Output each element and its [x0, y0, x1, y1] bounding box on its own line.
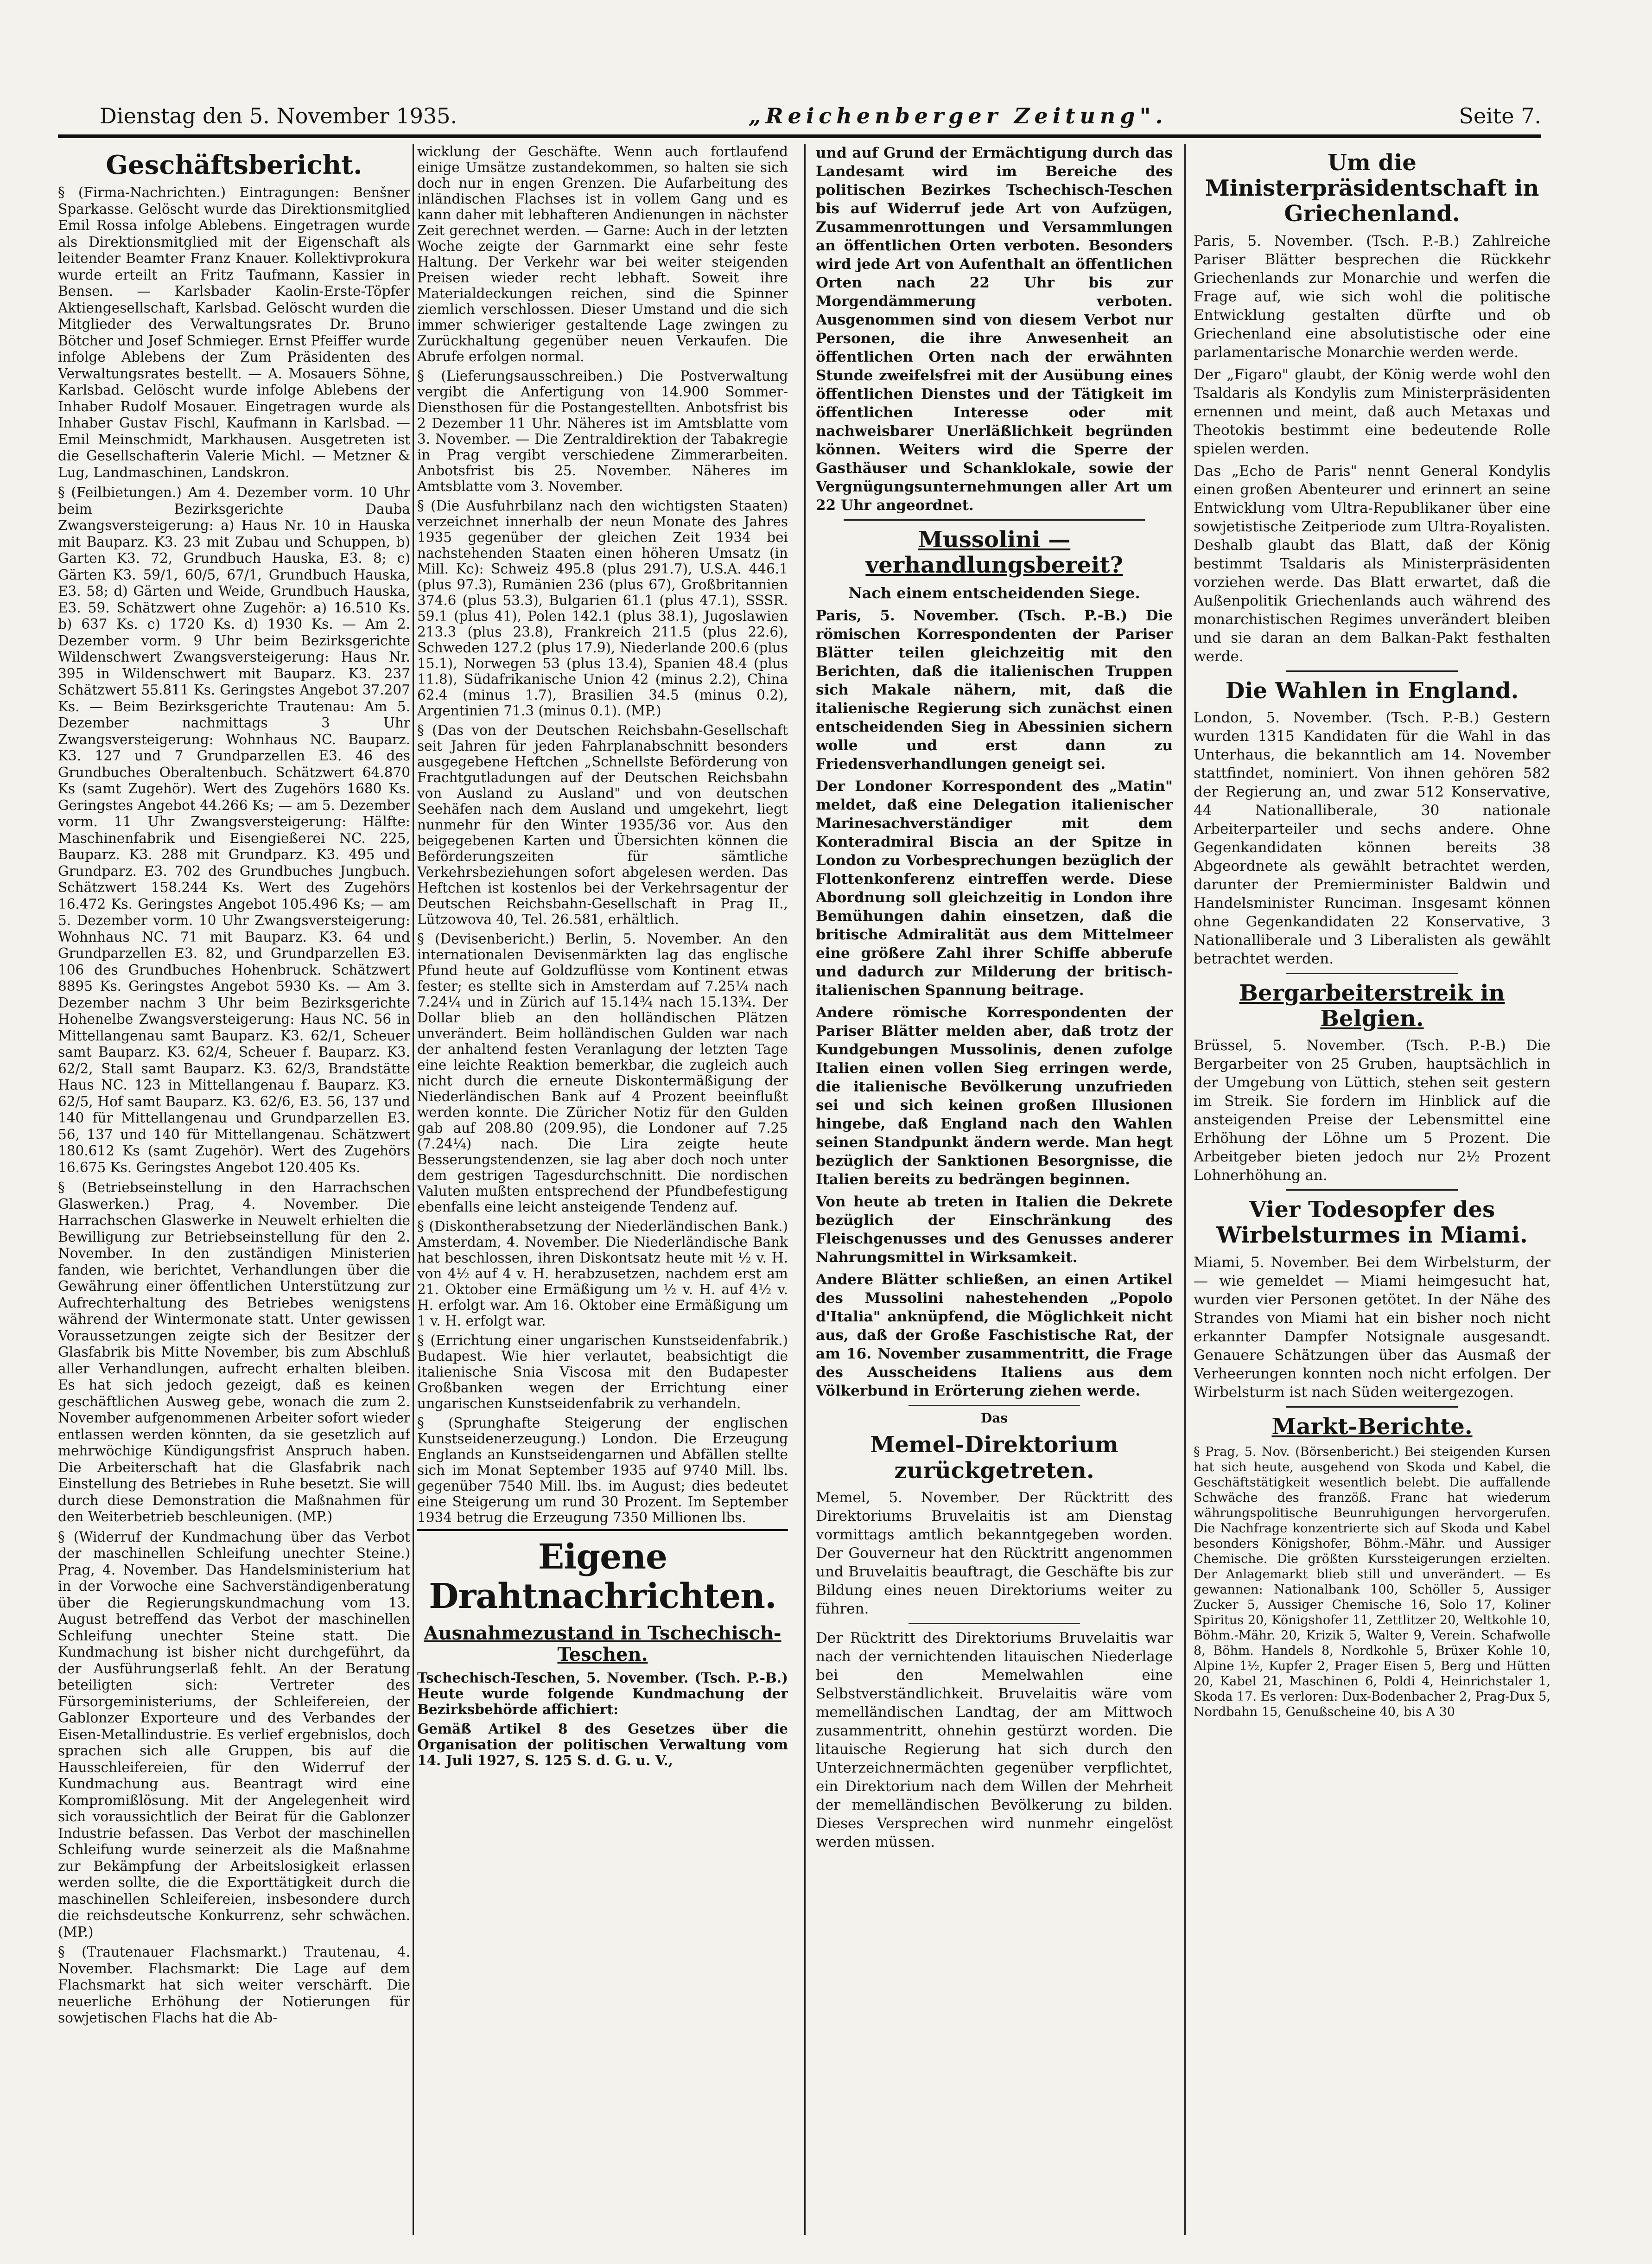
article-paragraph: § (Firma-Nachrichten.) Eintragungen: Benšner Sparkasse. Gelöscht wurde das Direktionsmitglied Emil Rossa infolge Ablebens. Eingetragen wurde als Direktionsmitglied mit der Eigenschaft als leitender Beamter Franz Knauer. Kollektivprokura wurde erteilt an Fritz Taufmann, Kassier in Bensen. — Karlsbader Kaolin-Erste-Töpfer Aktiengesellschaft, Karlsbad. Gelöscht wurden die Mitglieder des Verwaltungsrates Dr. Bruno Bötcher und Josef Schmieger. Ernst Pfeiffer wurde infolge Ablebens der Zum Präsidenten des Verwaltungsrates bestellt. — A. Mosauers Söhne, Karlsbad. Gelöscht wurde infolge Ablebens der Inhaber Rudolf Mosauer. Eingetragen wurde als Inhaber Gustav Fischl, Kaufmann in Karlsbad. — Emil Meinschmidt, Markhausen. Ausgetreten ist die Gesellschafterin Valerie Michl. — Metzner & Lug, Landmaschinen, Landskron. — [58, 185, 410, 480]
article-paragraph: Der Rücktritt des Direktoriums Bruvelaitis war nach der vernichtenden litauischen Niederlage bei den Memelwahlen eine Selbstverständlichkeit. Bruvelaitis wäre vom memelländischen Landtag, der am Mittwoch zusammentritt, ohnehin gestürzt worden. Die litauische Regierung hat sich durch den Unterzeichnermächten gegenüber verpflichtet, ein Direktorium nach dem Willen der Mehrheit der memelländischen Bevölkerung zu bilden. Dieses Versprechen wird nunmehr eingelöst werden müssen. — [816, 1629, 1173, 1850]
article-paragraph: Tschechisch-Teschen, 5. November. (Tsch. P.-B.) Heute wurde folgende Kundmachung der Bezirksbehörde affichiert: — [417, 1670, 788, 1718]
article-separator — [1286, 1406, 1458, 1408]
section-rule — [417, 1529, 788, 1531]
article-paragraph: § (Feilbietungen.) Am 4. Dezember vorm. 10 Uhr beim Bezirksgerichte Dauba Zwangsversteigerung: a) Haus Nr. 10 in Hauska mit Bauparz. K3. 23 mit Zubau und Schuppen, b) Garten K3. 72, Grundbuch Hauska, E3. 8; c) Gärten K3. 59/1, 60/5, 67/1, Grundbuch Hauska, E3. 58; d) Gärten und Weide, Grundbuch Hauska, E3. 59. Schätzwert ohne Zugehör: a) 16.510 Ks. b) 637 Ks. c) 1720 Ks. d) 1930 Ks. — Am 2. Dezember vorm. 9 Uhr beim Bezirksgerichte Wildenschwert Zwangsversteigerung: Haus Nr. 395 in Wildenschwert mit Bauparz. K3. 237 Schätzwert 55.811 Ks. Geringstes Angebot 37.207 Ks. — Beim Bezirksgerichte Trautenau: Am 5. Dezember nachmittags 3 Uhr Zwangsversteigerung: Wohnhaus NC. Bauparz. K3. 127 und 7 Grundparzellen E3. 46 des Grundbuches Oberaltenbuch. Schätzwert 64.870 Ks (samt Zugehör). Wert des Zugehörs 1680 Ks. Geringstes Angebot 44.266 Ks; — am 5. Dezember vorm. 11 Uhr Zwangsversteigerung: Hälfte: Maschinenfabrik und Eisengießerei NC. 225, Bauparz. K3. 288 mit Grundparz. K3. 495 und Grundparz. E3. 702 des Grundbuches Jungbuch. Schätzwert 158.244 Ks. Wert des Zugehörs 16.472 Ks. Geringstes Angebot 105.496 Ks; — am 5. Dezember vorm. 10 Uhr Zwangsversteigerung: Wohnhaus NC. 71 mit Bauparz. K3. 64 und Grundparzellen E3. 82, und Grundparzellen E3. 106 des Grundbuches Hohenbruck. Schätzwert 8895 Ks. Geringstes Angebot 5930 Ks. — Am 3. Dezember nachm 3 Uhr beim Bezirksgerichte Hohenelbe Zwangsversteigerung: Haus NC. 56 in Mittellangenau samt Bauparz. K3. 62/1, Scheuer samt Bauparz. K3. 62/4, Scheuer f. Bauparz. K3. 62/2, Stall samt Bauparz. K3. 62/3, Brandstätte Haus NC. 123 in Mittellangenau f. Bauparz. K3. 62/5, Hof samt Bauparz. K3. 62/6, E3. 56, 137 und 140 für Mittellangenau und Grundparzellen E3. 56, 137 und 140 für Mittellangenau. Schätzwert 180.612 Ks (samt Zugehör). Wert des Zugehörs 16.675 Ks. Geringstes Angebot 120.405 Ks. — [58, 485, 410, 1175]
article-paragraph: § (Die Ausfuhrbilanz nach den wichtigsten Staaten) verzeichnet innerhalb der neun Monate des Jahres 1935 gegenüber der gleichen Zeit 1934 bei nachstehenden Staaten einen höheren Umsatz (in Mill. Kc): Schweiz 495.8 (plus 291.7), U.S.A. 446.1 (plus 97.3), Rumänien 236 (plus 67), Großbritannien 374.6 (plus 53.3), Bulgarien 61.1 (plus 47.1), SSSR. 59.1 (plus 41), Polen 142.1 (plus 38.1), Jugoslawien 213.3 (plus 23.8), Frankreich 211.5 (plus 22.6), Schweden 127.2 (plus 17.9), Niederlande 200.6 (plus 15.1), Norwegen 53 (plus 13.4), Spanien 48.4 (plus 11.8), Südafrikanische Union 42 (minus 2.2), China 62.4 (minus 1.7), Brasilien 34.5 (minus 0.2), Argentinien 71.3 (minus 0.1). (MP.) — [417, 498, 788, 719]
page-header — [100, 100, 1541, 132]
article-title: Geschäftsbericht. — [106, 150, 362, 180]
article-paragraph: § (Widerruf der Kundmachung über das Verbot der maschinellen Schleifung unechter Steine.) Prag, 4. November. Das Handelsministerium hat in der Vorwoche eine Sachverständigenberatung über die Regierungskundmachung vom 13. August betreffend das Verbot der maschinellen Schleifung unechter Steine statt. Die Kundmachung ist bisher nicht durchgeführt, da der Ausführungserlaß fehlt. An der Beratung beteiligten sich: Vertreter des Fürsorgeministeriums, der Schleifereien, der Gablonzer Exporteure und des Verbandes der Eisen-Metallindustrie. Es verlief ergebnislos, doch sprachen sich alle Gruppen, bis auf die Hausschleifereien, für den Widerruf der Kundmachung aus. Beantragt wird eine Kompromißlösung. Mit der Angelegenheit wird sich voraussichtlich der Beirat für die Gablonzer Industrie befassen. Das Verbot der maschinellen Schleifung wurde seinerzeit als die Maßnahme zur Bekämpfung der Arbeitslosigkeit erlassen werden sollte, die die Exporttätigkeit durch die maschinellen Schleifereien, insbesondere durch die reichsdeutsche Konkurrenz, sehr schwächen. (MP.) — [58, 1529, 410, 1940]
article-paragraph: § (Betriebseinstellung in den Harrachschen Glaswerken.) Prag, 4. November. Die Harrachschen Glaswerke in Neuwelt erhielten die Bewilligung zur Betriebseinstellung für den 2. November. In den zuständigen Ministerien fanden, wie berichtet, Verhandlungen über die Gewährung einer öffentlichen Unterstützung zur Aufrechterhaltung des Betriebes wenigstens während der Wintermonate statt. Unter gewissen Voraussetzungen zeigte sich der Besitzer der Glasfabrik bis Mitte November, bis zum Abschluß aller Verhandlungen, aufrecht erhalten bleiben. Es hat sich jedoch gezeigt, daß es keinen geschäftlichen Ausweg gebe, wonach die zum 2. November aufgenommenen Arbeiter sofort wieder entlassen werden könnten, da sie gesetzlich auf mehrwöchige Kündigungsfrist Anspruch haben. Die Arbeiterschaft hat die Glasfabrik nach Einstellung des Betriebes in Ruhe besetzt. Sie will durch diese Demonstration die Maßnahmen für den Weiterbetrieb beschleunigen. (MP.) — [58, 1180, 410, 1525]
article-title: Die Wahlen in England. — [1225, 677, 1519, 704]
article-paragraph: Von heute ab treten in Italien die Dekrete bezüglich der Einschränkung des Fleischgenusses und des Genusses anderer Nahrungsmittel in Wirksamkeit. — [816, 1193, 1173, 1266]
article-paragraph: § (Errichtung einer ungarischen Kunstseidenfabrik.) Budapest. Wie hier verlautet, beabsichtigt die italienische Snia Viscosa mit den Budapester Großbanken wegen der Errichtung einer ungarischen Kunstseidenfabrik zu verhandeln. — [417, 1333, 788, 1411]
article-paragraph: London, 5. November. (Tsch. P.-B.) Gestern wurden 1315 Kandidaten für die Wahl in das Unterhaus, die bekanntlich am 14. November stattfindet, nominiert. Von ihnen gehören 582 der Regierung an, und zwar 512 Konservative, 44 Nationalliberale, 30 nationale Arbeiterparteiler und sechs andere. Ohne Gegenkandidaten können bereits 38 Abgeordnete als gewählt betrachtet werden, darunter der Premierminister Baldwin und Handelsminister Runciman. Insgesamt können ohne Gegenkandidaten 22 Konservative, 3 Nationalliberale und 3 Liberalisten als gewählt betrachtet werden. — [1194, 709, 1550, 967]
newspaper-title: „Reichenberger Zeitung". — [748, 103, 1168, 128]
article-kicker: Das — [980, 1410, 1008, 1426]
article-paragraph: wicklung der Geschäfte. Wenn auch fortlaufend einige Umsätze zustandekommen, so halten sie sich doch nur in engen Grenzen. Die Aufarbeitung des inländischen Flachses ist in vollem Gang und es kann daher mit lebhafteren Andienungen in nächster Zeit gerechnet werden. — Garne: Auch in der letzten Woche zeigte der Garnmarkt eine sehr feste Haltung. Der Verkehr war bei weiter steigenden Preisen wieder recht lebhaft. Soweit ihre Materialdeckungen reichen, sind die Spinner ziemlich verschlossen. Dieser Umstand und die sich immer schwieriger gestaltende Lage zwingen zu Zurückhaltung gegenüber neuen Verkaufen. Die Abrufe erfolgen normal. — [417, 144, 788, 364]
article-paragraph: § (Trautenauer Flachsmarkt.) Trautenau, 4. November. Flachsmarkt: Die Lage auf dem Flachsmarkt hat sich weiter verschärft. Die neuerliche Erhöhung der Notierungen für sowjetischen Flachs hat die Ab- — [58, 1944, 410, 2026]
column-divider — [804, 144, 806, 2235]
header-date: Dienstag den 5. November 1935. — [100, 103, 457, 128]
article-paragraph: Das „Echo de Paris" nennt General Kondylis einen großen Abenteurer und erinnert an seine Entwicklung vom Ultra-Republikaner über eine sowjetistische Zeitperiode zum Ultra-Royalisten. Deshalb glaubt das Blatt, daß der König bestimmt Tsaldaris als Ministerpräsidenten vorziehen werde. Das Blatt erwartet, daß die Außenpolitik Griechenlands auch während des monarchistischen Regimes unverändert bleiben und sie daran an dem Balkan-Pakt festhalten werde. — [1194, 462, 1550, 665]
article-separator — [1286, 1189, 1458, 1191]
article-paragraph: Brüssel, 5. November. (Tsch. P.-B.) Die Bergarbeiter von 25 Gruben, hauptsächlich in der Umgebung von Lüttich, stehen seit gestern im Streik. Sie fordern im Hinblick auf die ansteigenden Preise der Lebensmittel eine Erhöhung der Löhne um 5 Prozent. Die Arbeitgeber bieten jedoch nur 2½ Prozent Lohnerhöhung an. — [1194, 1037, 1550, 1184]
article-paragraph: § Prag, 5. Nov. (Börsenbericht.) Bei steigenden Kursen hat sich heute, ausgehend von Skoda und Kabel, die Geschäftstätigkeit wesentlich belebt. Die auffallende Schwäche des franzöß. Franc hat wiederum währungspolitische Beunruhigungen hervorgerufen. Die Nachfrage konzentrierte sich auf Skoda und Kabel besonders Königshofer, Böhm.-Mähr. und Aussiger Chemische. Die größten Kurssteigerungen erzielten. Der Anlagemarkt blieb still und unverändert. — Es gewannen: Nationalbank 100, Schöller 5, Aussiger Zucker 5, Aussiger Chemische 16, Solo 17, Koliner Spiritus 20, Königshofer 11, Zettlitzer 20, Weltkohle 10, Böhm.-Mähr. 20, Krizik 5, Walter 9, Verein. Schafwolle 8, Böhm. Handels 8, Nordkohle 5, Brüxer Kohle 10, Alpine 1½, Kupfer 2, Prager Eisen 5, Berg und Hütten 20, Kabel 21, Maschinen 6, Poldi 4, Heinrichstaler 1, Skoda 17. Es verloren: Dux-Bodenbacher 2, Prag-Dux 5, Nordbahn 15, Genußscheine 40, bis A 30 — [1194, 1444, 1550, 1719]
section-title: Eigene Drahtnachrichten. — [429, 1537, 776, 1617]
header-rule — [58, 134, 1541, 138]
article-separator — [909, 1623, 1080, 1624]
article-separator — [844, 519, 1145, 521]
column-2 — [417, 144, 788, 2235]
article-paragraph: Andere römische Korrespondenten der Pariser Blätter melden aber, daß trotz der Kundgebungen Mussolinis, denen zufolge Italien einen vollen Sieg erringen werde, die italienische Bevölkerung unzufrieden sei und sich keinen großen Illusionen hingebe, daß England nach den Wahlen seinen Standpunkt ändern werde. Man hegt bezüglich der Sanktionen Besorgnisse, die Italien bereits zu bedrängen beginnen. — [816, 1004, 1173, 1188]
article-paragraph: Memel, 5. November. Der Rücktritt des Direktoriums Bruvelaitis ist am Dienstag vormittags amtlich bekanntgegeben worden. Der Gouverneur hat den Rücktritt angenommen und Bruvelaitis beauftragt, die Geschäfte bis zur Bildung eines neuen Direktoriums weiter zu führen. — [816, 1489, 1173, 1617]
column-1 — [58, 144, 410, 2235]
article-subtitle: Nach einem entscheidenden Siege. — [848, 584, 1140, 602]
article-separator — [1286, 670, 1458, 672]
column-3 — [816, 144, 1173, 2235]
article-paragraph: § (Devisenbericht.) Berlin, 5. November. An den internationalen Devisenmärkten lag das englische Pfund heute auf Goldzuflüsse vom Kontinent etwas fester; es stellte sich in Amsterdam auf 7.25¼ nach 7.24¼ und in Zürich auf 15.14¾ nach 15.13¾. Der Dollar blieb an den holländischen Plätzen unverändert. Beim holländischen Gulden war nach der anhaltend festen Veranlagung der letzten Tage eine leichte Reaktion bemerkbar, die zugleich auch nicht durch die erneute Diskontermäßigung der Niederländischen Bank auf 4 Prozent beeinflußt werden konnte. Die Züricher Notiz für den Gulden gab auf 208.80 (209.95), die Londoner auf 7.25 (7.24¼) nach. Die Lira zeigte heute Besserungstendenzen, sie lag aber doch noch unter dem gestrigen Tagesdurchschnitt. Die nordischen Valuten mußten entsprechend der Pfundbefestigung ebenfalls eine leicht ansteigende Tendenz auf. — [417, 931, 788, 1215]
article-paragraph: Andere Blätter schließen, an einen Artikel des Mussolini nahestehenden „Popolo d'Italia" anknüpfend, die Möglichkeit nicht aus, daß der Große Faschistische Rat, der am 16. November zusammentritt, die Frage des Ausscheidens Italiens aus dem Völkerbund in Erörterung ziehen werde. — [816, 1271, 1173, 1400]
article-paragraph: Paris, 5. November. (Tsch. P.-B.) Die römischen Korrespondenten der Pariser Blätter teilen gleichzeitig mit den Berichten, daß die italienischen Truppen sich Makale nähern, mit, daß die italienische Regierung sich zunächst einen entscheidenden Sieg in Abessinien sichern wolle und erst dann zu Friedensverhandlungen geneigt sei. — [816, 607, 1173, 773]
page-number: Seite 7. — [1459, 103, 1541, 128]
column-4 — [1194, 144, 1550, 2235]
article-paragraph: § (Diskontherabsetzung der Niederländischen Bank.) Amsterdam, 4. November. Die Niederländische Bank hat beschlossen, ihren Diskontsatz heute mit ½ v. H. von 4½ auf 4 v. H. herabzusetzen, nachdem erst am 21. Oktober eine Ermäßigung um ½ v. H. auf 4½ v. H. erfolgt war. Am 16. Oktober eine Ermäßigung um 1 v. H. erfolgt war. — [417, 1218, 788, 1329]
article-separator — [909, 1405, 1080, 1406]
article-paragraph: Der „Figaro" glaubt, der König werde wohl den Tsaldaris als Kondylis zum Ministerpräsidenten ernennen und meint, daß auch Metaxas und Theotokis bestimmt eine bedeutende Rolle spielen werden. — [1194, 366, 1550, 457]
article-paragraph: Miami, 5. November. Bei dem Wirbelsturm, der — wie gemeldet — Miami heimgesucht hat, wurden vier Personen getötet. In der Nähe des Strandes von Miami hat ein bisher noch nicht erkannter Dampfer Notsignale ausgesandt. Genauere Schätzungen über das Ausmaß der Verheerungen konnten noch nicht erfolgen. Der Wirbelsturm ist nach Süden weitergezogen. — [1194, 1254, 1550, 1401]
article-paragraph: Gemäß Artikel 8 des Gesetzes über die Organisation der politischen Verwaltung vom 14. Juli 1927, S. 125 S. d. G. u. V., — [417, 1721, 788, 1769]
article-title: Ausnahmezustand in Tschechisch-Teschen. — [424, 1622, 782, 1666]
article-title: Um die Ministerpräsidentschaft in Griechenland. — [1205, 150, 1539, 227]
column-divider — [1184, 144, 1186, 2235]
article-title: Memel-Direktorium zurückgetreten. — [870, 1432, 1118, 1484]
article-paragraph: § (Sprunghafte Steigerung der englischen Kunstseidenerzeugung.) London. Die Erzeugung Englands an Kunstseidengarnen und Abfällen stellte sich im Monat September 1935 auf 9740 Mill. lbs. gegenüber 7540 Mill. lbs. im August; dies bedeutet eine Steigerung um rund 30 Prozent. Im September 1934 betrug die Erzeugung 7350 Millionen lbs. — [417, 1415, 788, 1525]
article-paragraph: Paris, 5. November. (Tsch. P.-B.) Zahlreiche Pariser Blätter besprechen die Rückkehr Griechenlands zur Monarchie und werfen die Frage auf, wie sich wohl die politische Entwicklung gestalten dürfte und ob Griechenland eine absolutistische oder eine parlamentarische Monarchie werden werde. — [1194, 232, 1550, 361]
article-paragraph: und auf Grund der Ermächtigung durch das Landesamt wird im Bereiche des politischen Bezirkes Tschechisch-Teschen bis auf Widerruf jede Art von Aufzügen, Zusammenrottungen und Versammlungen an öffentlichen Orten verboten. Besonders wird jede Art von Aufenthalt an öffentlichen Orten nach 22 Uhr bis zur Morgendämmerung verboten. Ausgenommen sind von diesem Verbot nur Personen, die ihre Anwesenheit an öffentlichen Orten nach der erwähnten Stunde zweifelsfrei mit der Ausübung eines öffentlichen Dienstes und der Tätigkeit im öffentlichen Interesse oder mit nachweisbarer Unerläßlichkeit begründen können. Weiters wird die Sperre der Gasthäuser und Schanklokale, sowie der Vergnügungsunternehmungen aller Art um 22 Uhr angeordnet. — [816, 145, 1173, 514]
article-title: Mussolini — verhandlungsbereit? — [865, 527, 1123, 579]
column-divider — [413, 144, 414, 2235]
article-paragraph: § (Lieferungsausschreiben.) Die Postverwaltung vergibt die Anfertigung von 14.900 Sommer-Diensthosen für die Postangestellten. Anbotsfrist bis 2 Dezember 11 Uhr. Näheres ist im Amtsblatte vom 3. November. — Die Zentraldirektion der Tabakregie in Prag vergibt verschiedene Zimmerarbeiten. Anbotsfrist bis 25. November. Näheres im Amtsblatte vom 3. November. — [417, 368, 788, 494]
article-separator — [1286, 973, 1458, 974]
article-title: Vier Todesopfer des Wirbelsturmes in Miami. — [1216, 1197, 1528, 1249]
article-paragraph: Der Londoner Korrespondent des „Matin" meldet, daß eine Delegation italienischer Marinesachverständiger mit dem Konteradmiral Biscia an der Spitze in London zu Vorbesprechungen bezüglich der Flottenkonferenz eintreffen werde. Diese Abordnung soll gleichzeitig in London ihre Bemühungen dahin einsetzen, daß die britische Admiralität aus dem Mittelmeer eine größere Zahl ihrer Schiffe abberufe und dadurch zur Milderung der britisch-italienischen Spannung beitrage. — [816, 778, 1173, 999]
article-title: Markt-Berichte. — [1271, 1413, 1473, 1440]
article-paragraph: § (Das von der Deutschen Reichsbahn-Gesellschaft seit Jahren für jeden Fahrplanabschnitt besonders ausgegebene Heftchen „Schnellste Beförderung von Frachtgutladungen auf der Deutschen Reichsbahn von Ausland zu Ausland" und von deutschen Seehäfen nach dem Ausland und umgekehrt, liegt nunmehr für den Winter 1935/36 vor. Aus den beigegebenen Karten und Übersichten können die Beförderungszeiten für sämtliche Verkehrsbeziehungen sofort abgelesen werden. Das Heftchen ist kostenlos bei der Verkehrsagentur der Deutschen Reichsbahn-Gesellschaft in Prag II., Lützowova 40, Tel. 26.581, erhältlich. — [417, 722, 788, 927]
article-title: Bergarbeiterstreik in Belgien. — [1239, 980, 1505, 1032]
